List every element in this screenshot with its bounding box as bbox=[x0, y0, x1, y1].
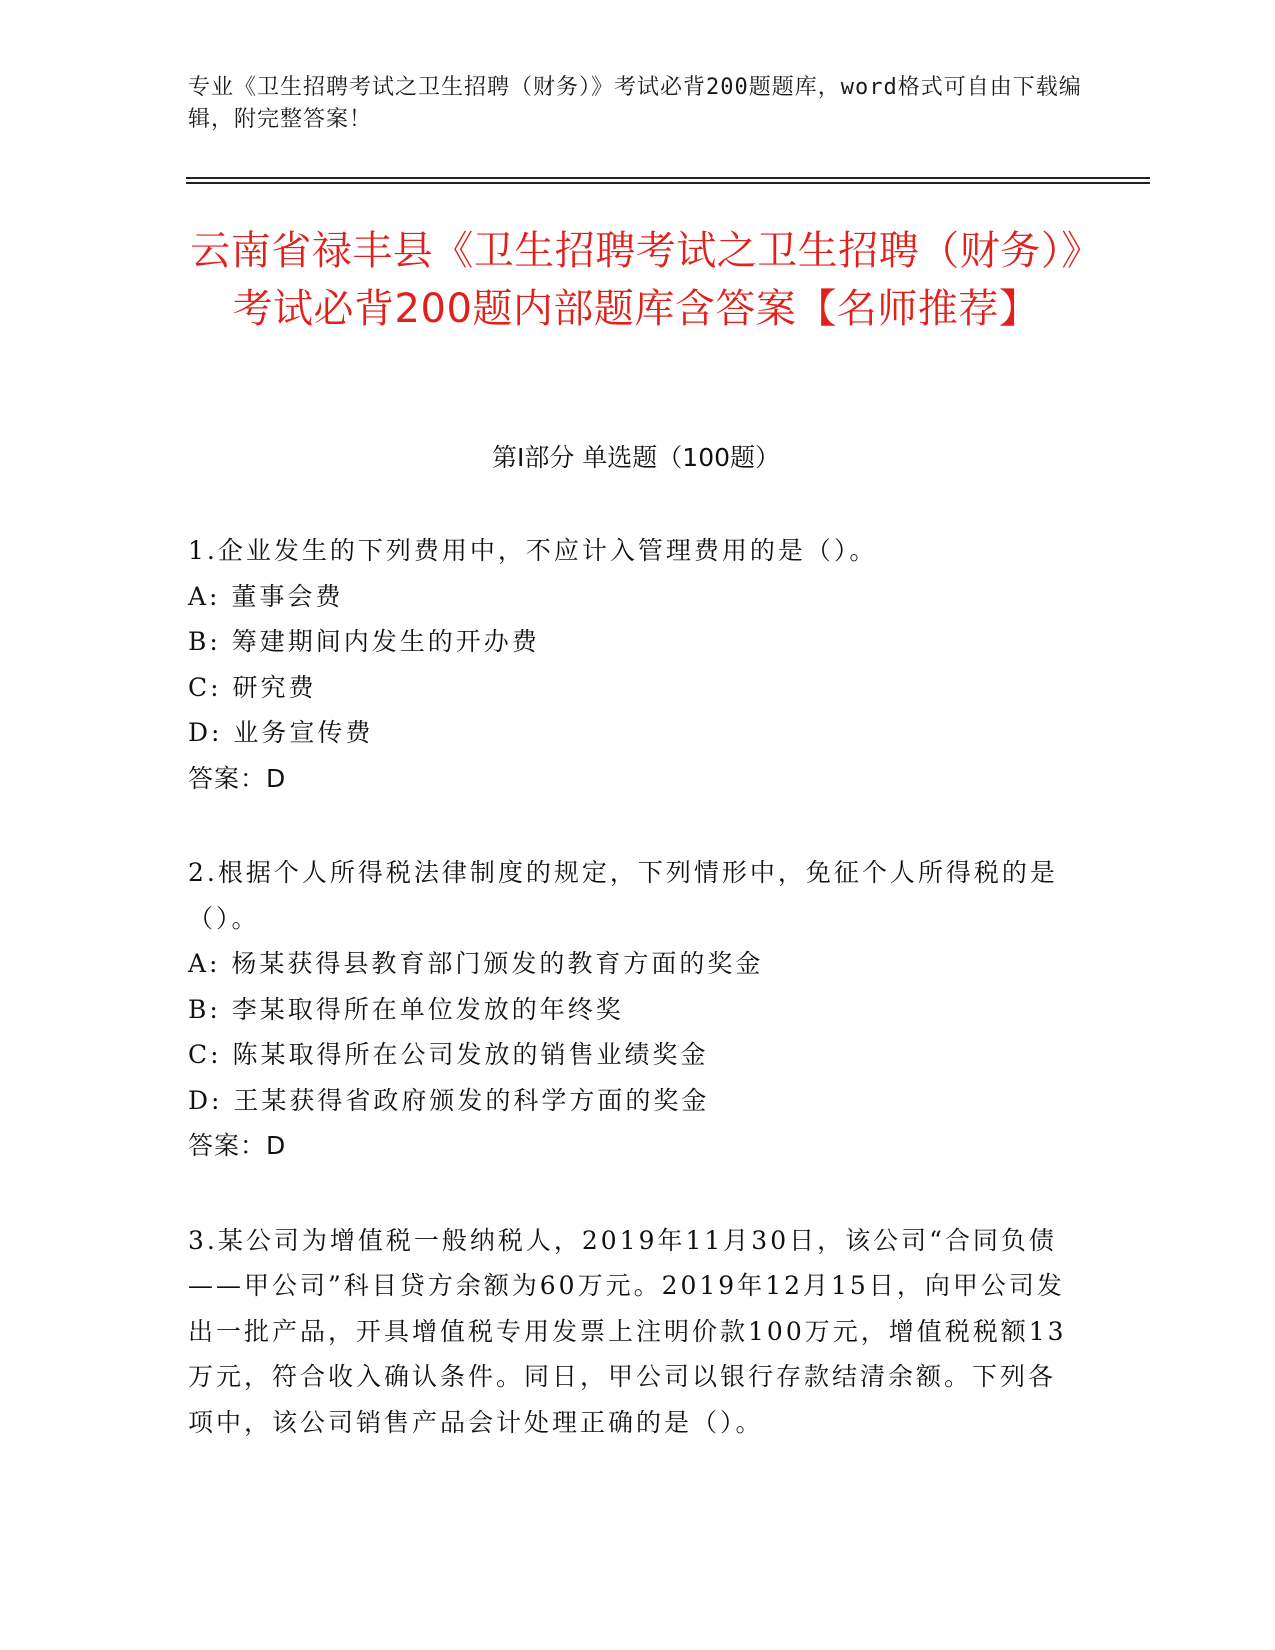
document-title: 云南省禄丰县《卫生招聘考试之卫生招聘（财务）》考试必背200题内部题库含答案【名师推荐】 bbox=[190, 228, 1082, 332]
option-d: D: 王某获得省政府颁发的科学方面的奖金 bbox=[188, 1085, 710, 1115]
option-a: A: 杨某获得县教育部门颁发的教育方面的奖金 bbox=[188, 949, 764, 978]
question-2 bbox=[188, 850, 1080, 1169]
answer-line: 答案：D bbox=[188, 1131, 287, 1160]
option-c: C: 陈某取得所在公司发放的销售业绩奖金 bbox=[188, 1040, 709, 1069]
option-b: B: 李某取得所在单位发放的年终奖 bbox=[188, 994, 624, 1024]
header-note: 专业《卫生招聘考试之卫生招聘（财务）》考试必背200题题库，word格式可自由下载编辑，附完整答案！ bbox=[188, 75, 1082, 132]
header-divider-top bbox=[186, 177, 1150, 179]
header-divider-bottom bbox=[186, 182, 1150, 184]
option-b: B: 筹建期间内发生的开办费 bbox=[188, 627, 540, 656]
question-stem: 1.企业发生的下列费用中，不应计入管理费用的是（）。 bbox=[188, 536, 878, 565]
question-1 bbox=[188, 528, 1080, 801]
question-stem: 2.根据个人所得税法律制度的规定，下列情形中，免征个人所得税的是（）。 bbox=[188, 858, 1058, 933]
option-a: A: 董事会费 bbox=[188, 581, 344, 611]
option-c: C: 研究费 bbox=[188, 672, 317, 702]
question-stem: 3.某公司为增值税一般纳税人，2019年11月30日，该公司“合同负债——甲公司”科目贷方余额为60万元。2019年12月15日，向甲公司发出一批产品，开具增值税专用发票上注明价款100万元，增值税税额13万元，符合收入确认条件。同日，甲公司以银行存款结清余额。下列各项中，该公司销售产品会计处理正确的是（）。 bbox=[188, 1225, 1067, 1437]
question-3 bbox=[188, 1218, 1080, 1446]
question-list bbox=[188, 528, 1080, 1494]
option-d: D: 业务宣传费 bbox=[188, 718, 374, 747]
answer-line: 答案：D bbox=[188, 763, 287, 793]
section-title: 第Ⅰ部分 单选题（100题） bbox=[491, 443, 781, 472]
